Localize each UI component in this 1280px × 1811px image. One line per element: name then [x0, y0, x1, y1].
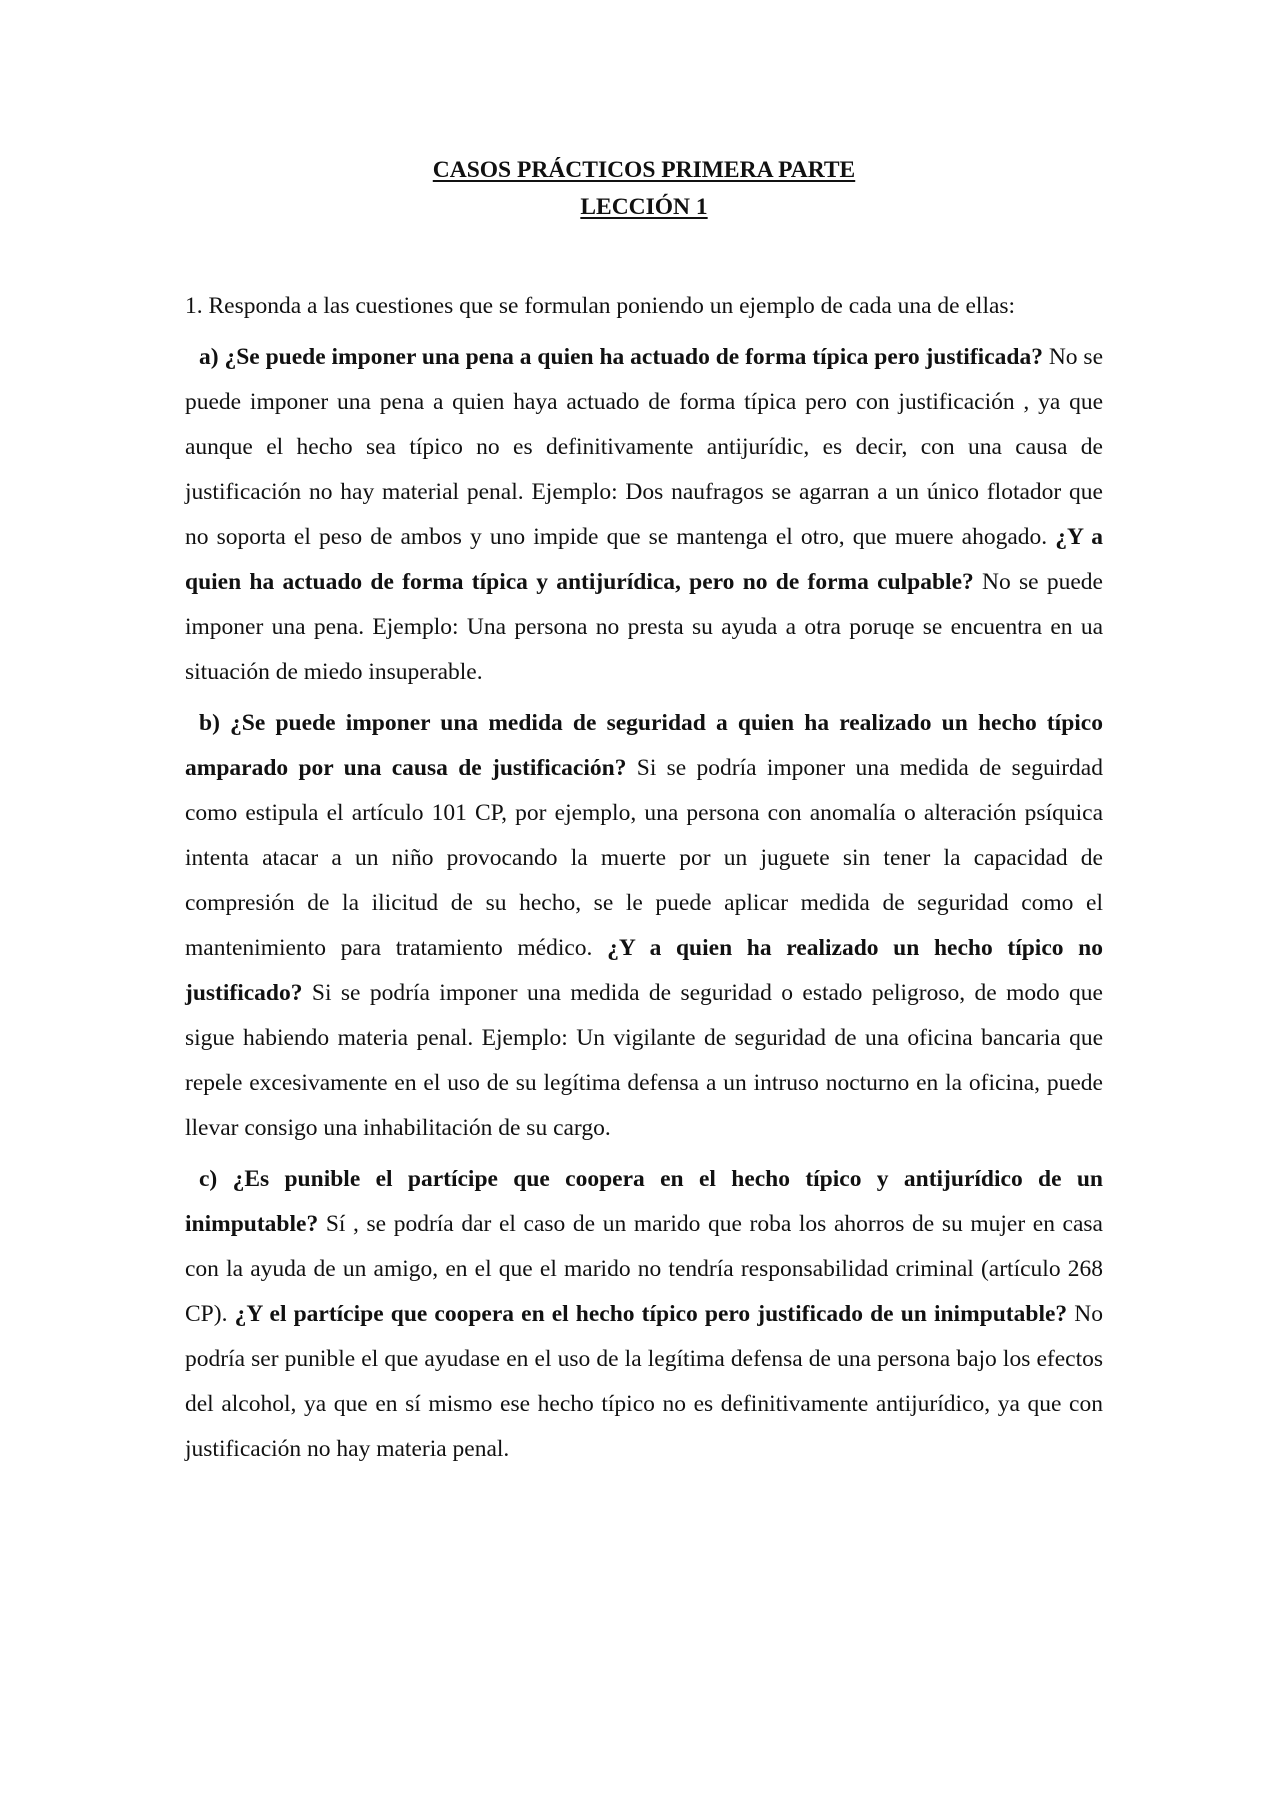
question-c-2: ¿Y el partícipe que coopera en el hecho típico pero justificado de un inimputable? — [234, 1301, 1068, 1327]
question-item-a — [185, 335, 1103, 695]
question-item-b — [185, 701, 1103, 1151]
question-c-1: c) ¿Es punible el partícipe que coopera en el hecho típico y antijurídico de un inimputable? — [185, 1166, 1103, 1237]
question-b-1: b) ¿Se puede imponer una medida de seguridad a quien ha realizado un hecho típico amparado por una causa de justificación? — [185, 710, 1103, 781]
answer-c-1: Sí , se podría dar el caso de un marido que roba los ahorros de su mujer en casa con la ayuda de un amigo, en el que el marido no tendría responsabilidad criminal (artículo 268 CP). — [185, 1211, 1103, 1327]
question-item-c — [185, 1157, 1103, 1472]
answer-a-1: No se puede imponer una pena a quien haya actuado de forma típica pero con justificación , ya que aunque el hecho sea típico no es definitivamente antijurídic, es decir, con una causa de justificación no hay material penal. Ejemplo: Dos naufragos se agarran a un único flotador que no soporta el peso de ambos y uno impide que se mantenga el otro, que muere ahogado. — [185, 344, 1104, 550]
question-a-2: ¿Y a quien ha actuado de forma típica y antijurídica, pero no de forma culpable? — [185, 524, 1103, 595]
question-b-2: ¿Y a quien ha realizado un hecho típico no justificado? — [185, 935, 1103, 1006]
question-a-1: a) ¿Se puede imponer una pena a quien ha actuado de forma típica pero justificada? — [199, 344, 1043, 370]
answer-c-2: No podría ser punible el que ayudase en el uso de la legítima defensa de una persona bajo los efectos del alcohol, ya que en sí mismo ese hecho típico no es definitivamente antijurídico, ya que con justificación no hay materia penal. — [185, 1301, 1103, 1462]
exercise-intro: 1. Responda a las cuestiones que se formulan poniendo un ejemplo de cada una de ellas: — [185, 293, 1016, 319]
answer-b-2: Si se podría imponer una medida de seguridad o estado peligroso, de modo que sigue habiendo materia penal. Ejemplo: Un vigilante de seguridad de una oficina bancaria que repele excesivamente en el uso de su legítima defensa a un intruso nocturno en la oficina, puede llevar consigo una inhabilitación de su cargo. — [185, 980, 1103, 1141]
lesson-heading: LECCIÓN 1 — [580, 194, 708, 220]
document-title: CASOS PRÁCTICOS PRIMERA PARTE — [432, 157, 856, 183]
answer-a-2: No se puede imponer una pena. Ejemplo: Una persona no presta su ayuda a otra poruqe se encuentra en ua situación de miedo insuperable. — [185, 569, 1103, 685]
answer-b-1: Si se podría imponer una medida de seguirdad como estipula el artículo 101 CP, por ejemplo, una persona con anomalía o alteración psíquica intenta atacar a un niño provocando la muerte por un juguete sin tener la capacidad de compresión de la ilicitud de su hecho, se le puede aplicar medida de seguridad como el mantenimiento para tratamiento médico. — [185, 755, 1103, 961]
